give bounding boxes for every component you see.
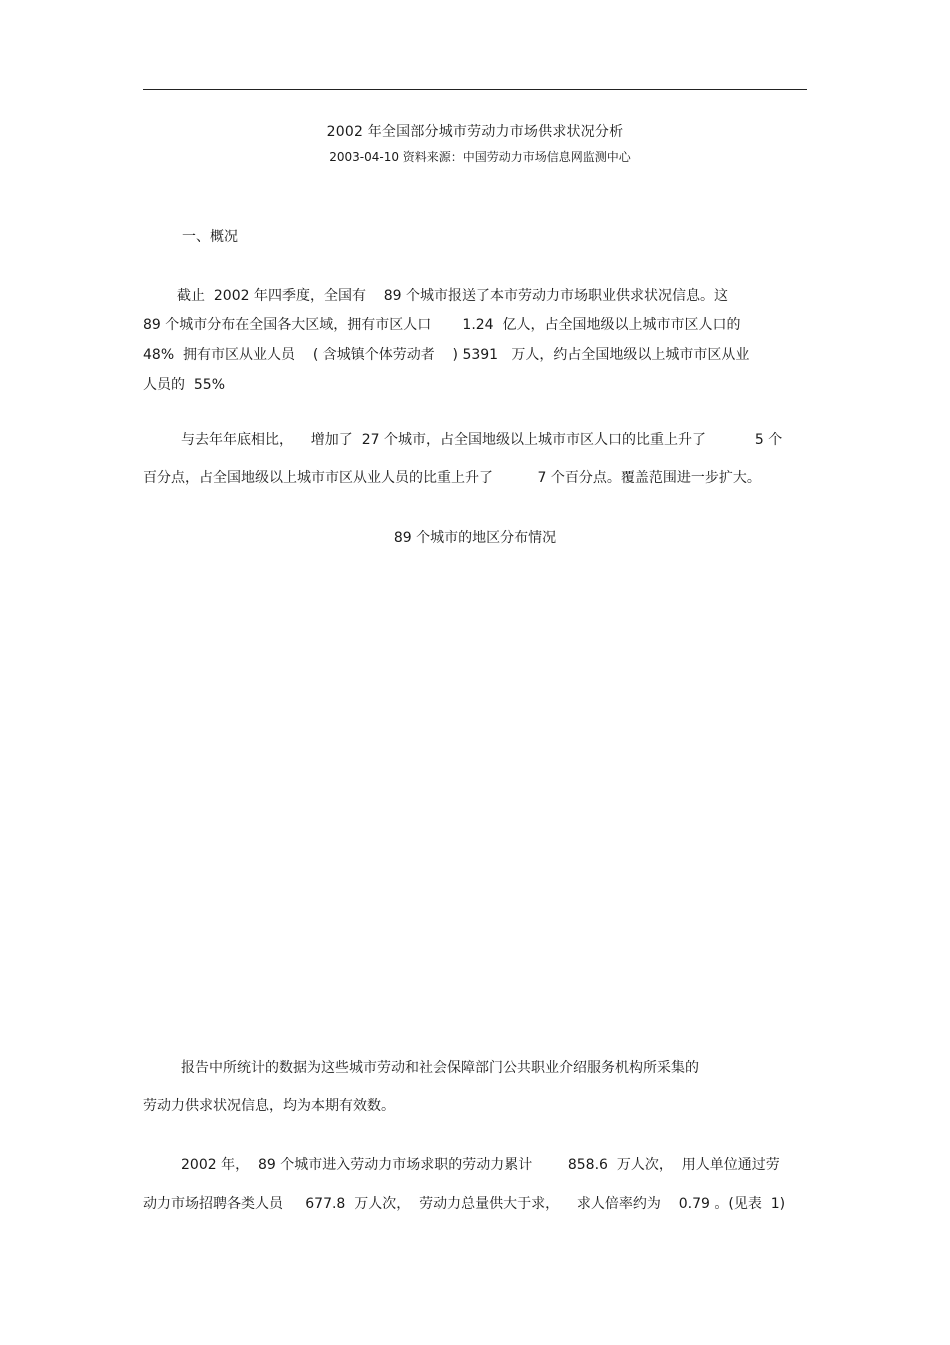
paragraph2-line2: 百分点，占全国地级以上城市市区从业人员的比重上升了 7 个百分点。覆盖范围进一步扩大。 [143,470,761,486]
paragraph3-line1: 报告中所统计的数据为这些城市劳动和社会保障部门公共职业介绍服务机构所采集的 [181,1060,699,1076]
section-heading: 一、概况 [182,229,238,245]
paragraph1-line2: 89 个城市分布在全国各大区域，拥有市区人口 1.24 亿人，占全国地级以上城市市区人口的 [143,317,741,333]
figure-placeholder [143,560,807,1040]
paragraph4-line2: 动力市场招聘各类人员 677.8 万人次， 劳动力总量供大于求， 求人倍率约为 0.79 。(见表 1) [143,1196,786,1212]
figure-caption: 89 个城市的地区分布情况 [393,530,557,546]
paragraph1-line1: 截止 2002 年四季度，全国有 89 个城市报送了本市劳动力市场职业供求状况信息。这 [177,288,729,304]
header-rule [143,89,807,90]
document-meta: 2003-04-10 资料来源：中国劳动力市场信息网监测中心 [329,150,631,164]
paragraph1-line4: 人员的 55% [143,377,226,393]
document-title: 2002 年全国部分城市劳动力市场供求状况分析 [326,124,624,140]
paragraph1-line3: 48% 拥有市区从业人员 ( 含城镇个体劳动者 ) 5391 万人，约占全国地级以上城市市区从业 [143,347,750,363]
paragraph2-line1: 与去年年底相比， 增加了 27 个城市，占全国地级以上城市市区人口的比重上升了 5 个 [181,432,783,448]
paragraph3-line2: 劳动力供求状况信息，均为本期有效数。 [143,1098,395,1114]
paragraph4-line1: 2002 年， 89 个城市进入劳动力市场求职的劳动力累计 858.6 万人次， 用人单位通过劳 [181,1157,780,1173]
